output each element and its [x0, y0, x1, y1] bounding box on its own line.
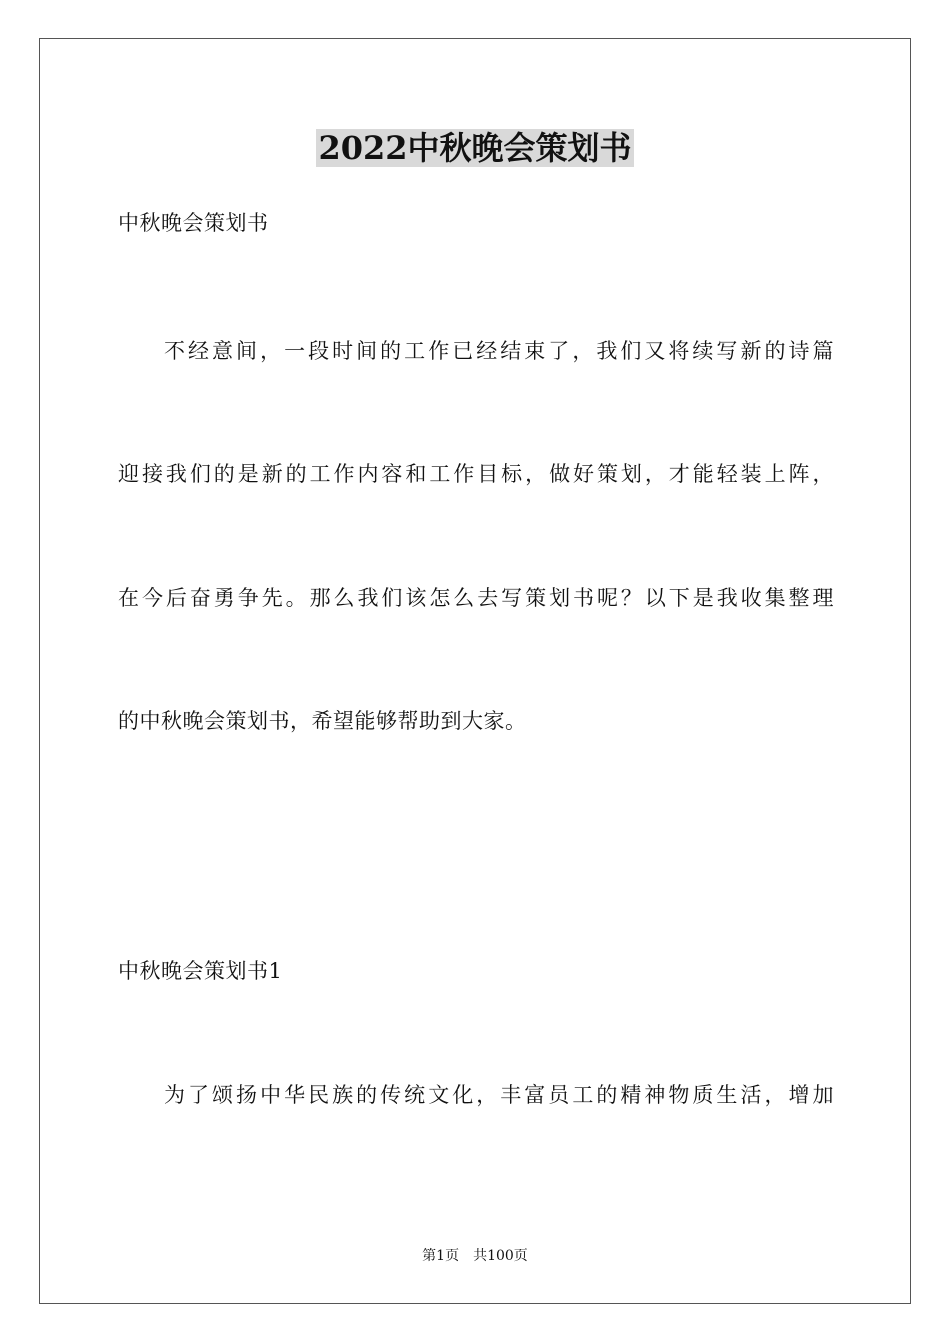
section-1-heading: 中秋晚会策划书1 — [118, 959, 283, 983]
document-title — [0, 126, 950, 170]
document-title-text: 2022中秋晚会策划书 — [318, 129, 632, 167]
intro-line-1: 不经意间，一段时间的工作已经结束了，我们又将续写新的诗篇 — [164, 339, 834, 363]
page-footer: 第1页 共100页 — [422, 1248, 528, 1264]
intro-line-2: 迎接我们的是新的工作内容和工作目标，做好策划，才能轻装上阵， — [118, 462, 834, 486]
intro-line-3: 在今后奋勇争先。那么我们该怎么去写策划书呢？以下是我收集整理 — [118, 586, 834, 610]
subtitle: 中秋晚会策划书 — [118, 211, 269, 235]
intro-line-4: 的中秋晚会策划书，希望能够帮助到大家。 — [118, 709, 527, 733]
section-1-line-1: 为了颂扬中华民族的传统文化，丰富员工的精神物质生活，增加 — [164, 1083, 834, 1107]
